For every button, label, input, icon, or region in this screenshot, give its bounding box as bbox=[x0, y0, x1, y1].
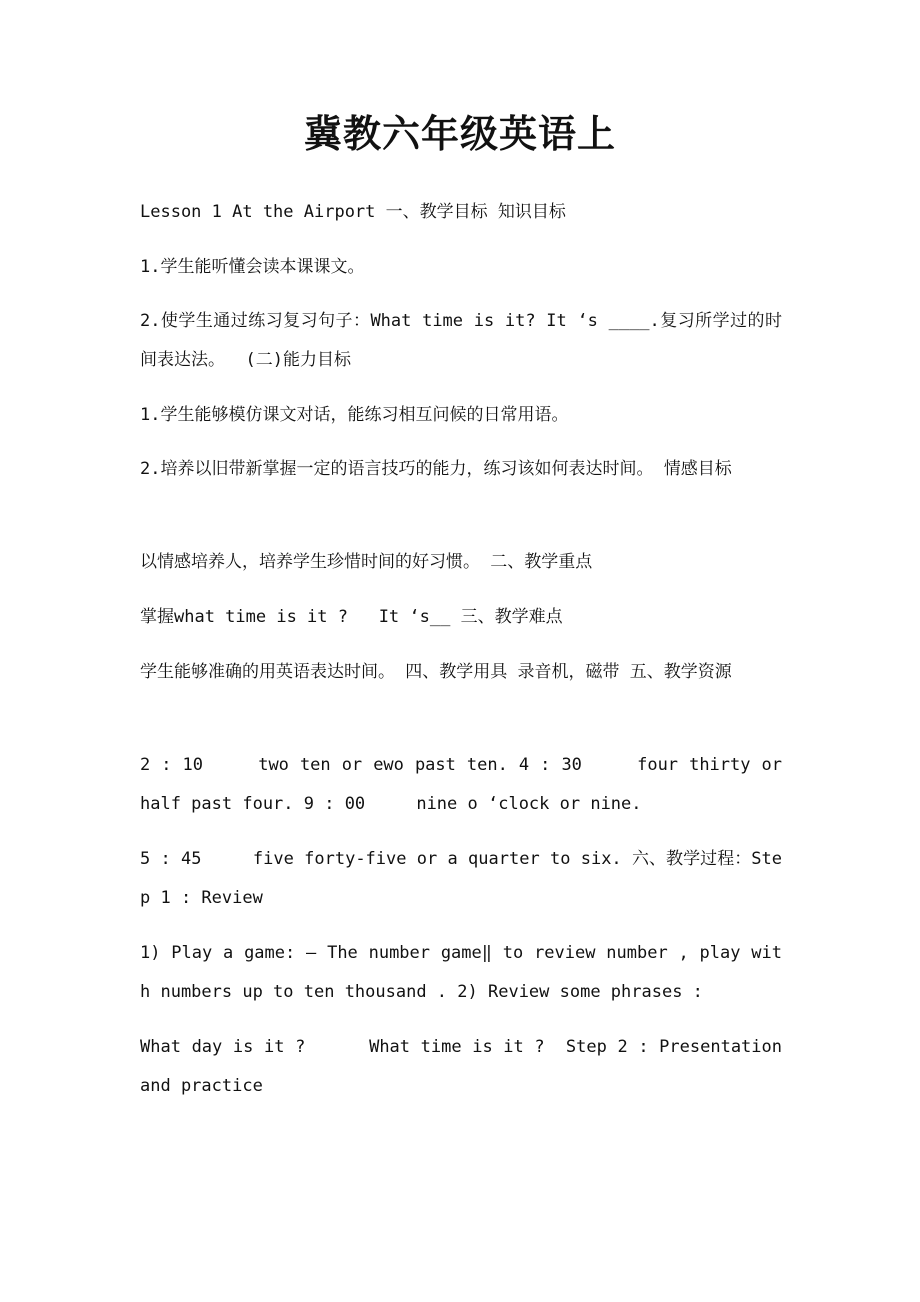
paragraph-goal-1: 1.学生能听懂会读本课课文。 bbox=[140, 257, 365, 277]
document-title: 冀教六年级英语上 bbox=[303, 111, 616, 156]
paragraph-ability-2: 2.培养以旧带新掌握一定的语言技巧的能力，练习该如何表达时间。 情感目标 bbox=[140, 459, 732, 479]
paragraph-time-examples-1: 2 : 10 two ten or ewo past ten. 4 : 30 four thirty or half past four. 9 : 00 nine o ‘clock or nine. bbox=[140, 755, 793, 814]
paragraph-goal-2: 2.使学生通过练习复习句子：What time is it? It ‘s ____.复习所学过的时间表达法。 (二)能力目标 bbox=[140, 311, 782, 370]
paragraph-difficulty: 学生能够准确的用英语表达时间。 四、教学用具 录音机，磁带 五、教学资源 bbox=[140, 662, 732, 682]
paragraph-emotion-goal: 以情感培养人，培养学生珍惜时间的好习惯。 二、教学重点 bbox=[140, 552, 593, 572]
paragraph-lesson-heading: Lesson 1 At the Airport 一、教学目标 知识目标 bbox=[140, 202, 566, 222]
paragraph-step2: What day is it ? What time is it ? Step 2 : Presentation and practice bbox=[140, 1037, 793, 1096]
paragraph-key-point: 掌握what time is it ? It ‘s__ 三、教学难点 bbox=[140, 607, 563, 627]
paragraph-step1-game: 1) Play a game: — The number game‖ to review number , play with numbers up to ten thousand . 2) Review some phrases : bbox=[140, 943, 782, 1002]
paragraph-time-examples-2: 5 : 45 five forty-five or a quarter to six. 六、教学过程：Step 1 : Review bbox=[140, 849, 782, 908]
paragraph-ability-1: 1.学生能够模仿课文对话，能练习相互问候的日常用语。 bbox=[140, 405, 569, 425]
